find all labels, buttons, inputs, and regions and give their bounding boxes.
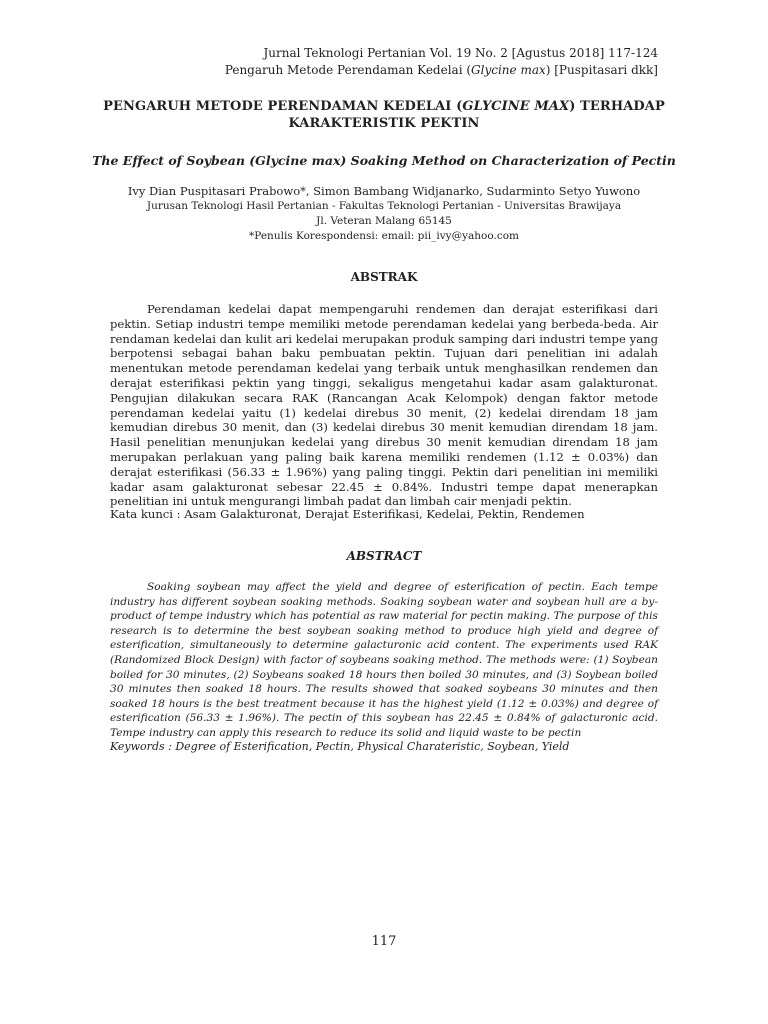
english-title: The Effect of Soybean (Glycine max) Soaking Method on Characterization of Pectin bbox=[92, 153, 676, 168]
correspondence: *Penulis Korespondensi: email: pii_ivy@yahoo.com bbox=[249, 230, 519, 242]
keywords: Keywords : Degree of Esterification, Pectin, Physical Charateristic, Soybean, Yield bbox=[110, 740, 570, 753]
abstract-heading: ABSTRACT bbox=[346, 549, 422, 563]
author-names: Ivy Dian Puspitasari Prabowo*, Simon Bambang Widjanarko, Sudarminto Setyo Yuwono bbox=[127, 184, 641, 198]
author-block bbox=[100, 184, 668, 244]
short-title bbox=[98, 62, 658, 79]
page-number: 117 bbox=[371, 934, 397, 949]
short-title-post: ) [Puspitasari dkk] bbox=[545, 63, 658, 77]
abstrak-paragraph: Perendaman kedelai dapat mempengaruhi rendemen dan derajat esterifikasi dari pektin. Setiap industri tempe memiliki metode perendaman kedelai yang berbeda-beda. Air rendaman kedelai dan kulit ari kedelai merupakan produk samping dari industri tempe yang berpotensi sebagai bahan baku pembuatan pektin. Tujuan dari penelitian ini adalah menentukan metode perendaman kedelai yang terbaik untuk menghasilkan rendemen dan derajat esterifikasi pektin yang tinggi, sekaligus mengetahui kadar asam galakturonat. Pengujian dilakukan secara RAK (Rancangan Acak Kelompok) dengan faktor metode perendaman kedelai yaitu (1) kedelai direbus 30 menit, (2) kedelai direndam 18 jam kemudian direbus 30 menit, dan (3) kedelai direbus 30 menit kemudian direndam 18 jam. Hasil penelitian menunjukan kedelai yang direbus 30 menit kemudian direndam 18 jam merupakan perlakuan yang paling baik karena memiliki rendemen (1.12 ± 0.03%) dan derajat esterifikasi (56.33 ± 1.96%) yang paling tinggi. Pektin dari penelitian ini memiliki kadar asam galakturonat sebesar 22.45 ± 0.84%. Industri tempe dapat menerapkan penelitian ini untuk mengurangi limbah padat dan limbah cair menjadi pektin. bbox=[110, 302, 658, 509]
address: Jl. Veteran Malang 65145 bbox=[316, 215, 452, 227]
paper-title-line1 bbox=[100, 98, 668, 115]
abstract-body bbox=[110, 580, 658, 741]
title-part1: PENGARUH METODE PERENDAMAN KEDELAI ( bbox=[103, 99, 463, 114]
journal-citation: Jurnal Teknologi Pertanian Vol. 19 No. 2 [Agustus 2018] 117-124 bbox=[263, 46, 658, 60]
paper-title bbox=[100, 98, 668, 132]
short-title-species: Glycine max bbox=[471, 63, 546, 77]
kata-kunci: Kata kunci : Asam Galakturonat, Derajat Esterifikasi, Kedelai, Pektin, Rendemen bbox=[110, 507, 585, 521]
paper-title-line2: KARAKTERISTIK PEKTIN bbox=[288, 116, 480, 131]
running-head bbox=[98, 45, 658, 79]
title-part2: ) TERHADAP bbox=[569, 99, 665, 114]
title-species: GLYCINE MAX bbox=[462, 99, 570, 114]
abstract-paragraph: Soaking soybean may affect the yield and degree of esterification of pectin. Each tempe industry has different soybean soaking methods. Soaking soybean water and soybean hull are a by-product of tempe industry which has potential as raw material for pectin making. The purpose of this research is to determine the best soybean soaking method to produce high yield and degree of esterification, simultaneously to determine galacturonic acid content. The experiments used RAK (Randomized Block Design) with factor of soybeans soaking method. The methods were: (1) Soybean boiled for 30 minutes, (2) Soybeans soaked 18 hours then boiled 30 minutes, and (3) Soybean boiled 30 minutes then soaked 18 hours. The results showed that soaked soybeans 30 minutes and then soaked 18 hours is the best treatment because it has the highest yield (1.12 ± 0.03%) and degree of esterification (56.33 ± 1.96%). The pectin of this soybean has 22.45 ± 0.84% of galacturonic acid. Tempe industry can apply this research to reduce its solid and liquid waste to be pectin bbox=[110, 581, 658, 739]
affiliation: Jurusan Teknologi Hasil Pertanian - Fakultas Teknologi Pertanian - Universitas Brawijaya bbox=[146, 200, 622, 212]
abstrak-heading: ABSTRAK bbox=[350, 270, 418, 284]
short-title-pre: Pengaruh Metode Perendaman Kedelai ( bbox=[224, 63, 472, 77]
abstrak-body bbox=[110, 302, 658, 509]
